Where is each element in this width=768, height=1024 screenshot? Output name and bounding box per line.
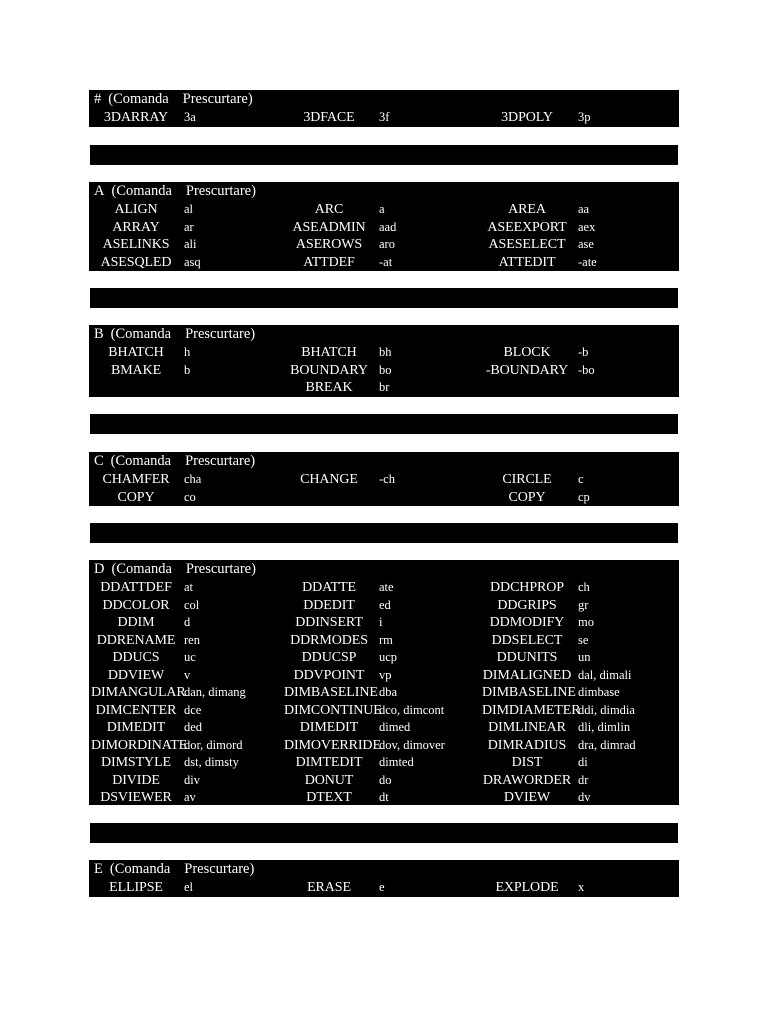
command-name: DIMORDINATE bbox=[91, 737, 188, 753]
command-alias: 3p bbox=[578, 110, 591, 124]
section-header bbox=[94, 561, 256, 578]
command-alias: dv bbox=[578, 790, 591, 804]
command-alias: se bbox=[578, 632, 589, 647]
command-name: DDMODIFY bbox=[489, 615, 565, 630]
command-alias: 3f bbox=[379, 110, 390, 124]
command-name: DDRMODES bbox=[290, 632, 368, 648]
command-name: EXPLODE bbox=[495, 880, 559, 895]
header-command-label: (Comanda bbox=[110, 326, 172, 342]
section-divider bbox=[90, 145, 678, 165]
command-name: DRAWORDER bbox=[482, 772, 572, 788]
command-row bbox=[89, 362, 679, 380]
command-name: ASEEXPORT bbox=[487, 219, 567, 235]
command-name: DDRENAME bbox=[96, 632, 176, 648]
command-alias: rm bbox=[379, 632, 393, 647]
command-row bbox=[89, 719, 679, 737]
command-alias: d bbox=[184, 615, 191, 629]
section-letter: E bbox=[94, 861, 103, 877]
command-name: DIMRADIUS bbox=[487, 737, 567, 753]
command-alias: ed bbox=[379, 597, 391, 612]
command-alias: uc bbox=[184, 650, 196, 664]
command-name: ATTDEF bbox=[303, 254, 355, 270]
command-name: DIMBASELINE bbox=[482, 685, 576, 700]
command-name: DDSELECT bbox=[491, 632, 563, 648]
command-alias: aa bbox=[578, 202, 590, 216]
command-name: ERASE bbox=[307, 880, 351, 895]
command-name: DIMEDIT bbox=[106, 720, 166, 735]
command-name: ARC bbox=[314, 202, 344, 217]
section-header bbox=[94, 861, 254, 878]
command-alias: dan, dimang bbox=[184, 685, 246, 699]
command-alias: dst, dimsty bbox=[184, 755, 239, 769]
command-alias: -at bbox=[379, 254, 393, 269]
header-command-label: (Comanda bbox=[110, 453, 172, 469]
command-name: ELLIPSE bbox=[109, 880, 163, 895]
command-name: ASESELECT bbox=[488, 237, 566, 252]
command-name: BLOCK bbox=[503, 345, 551, 360]
command-name: ATTEDIT bbox=[498, 254, 556, 270]
section-hash bbox=[89, 90, 679, 127]
command-name: 3DFACE bbox=[303, 110, 355, 125]
command-alias: dimbase bbox=[578, 685, 620, 699]
command-name: DIMCONTINUE bbox=[284, 702, 382, 718]
command-row bbox=[89, 667, 679, 685]
command-alias: c bbox=[578, 472, 584, 486]
command-name: ASEADMIN bbox=[292, 219, 366, 235]
command-name: DDATTE bbox=[302, 580, 356, 595]
command-name: ALIGN bbox=[114, 202, 158, 217]
command-name: DTEXT bbox=[306, 790, 352, 805]
command-name: DVIEW bbox=[503, 790, 551, 805]
section-letter: A bbox=[94, 183, 105, 199]
command-alias: e bbox=[379, 880, 385, 894]
command-alias: bh bbox=[379, 345, 392, 359]
command-name: DDCOLOR bbox=[102, 597, 170, 613]
command-name: AREA bbox=[508, 202, 546, 217]
command-alias: dco, dimcont bbox=[379, 702, 445, 717]
command-name: DDCHPROP bbox=[490, 580, 564, 595]
command-name: DIMBASELINE bbox=[284, 685, 378, 700]
command-alias: dimed bbox=[379, 720, 411, 734]
command-name: DIMTEDIT bbox=[295, 755, 363, 770]
command-alias: dra, dimrad bbox=[578, 737, 636, 752]
command-row bbox=[89, 684, 679, 702]
section-header bbox=[94, 326, 255, 343]
command-name: DDVPOINT bbox=[293, 667, 365, 683]
command-name: ASEROWS bbox=[295, 237, 363, 252]
command-alias: -bo bbox=[578, 362, 595, 377]
command-name: DIMALIGNED bbox=[482, 667, 572, 683]
command-name: COPY bbox=[117, 489, 155, 505]
command-name: CHAMFER bbox=[102, 472, 170, 487]
command-alias: ded bbox=[184, 720, 203, 734]
command-name: DDINSERT bbox=[295, 615, 363, 630]
command-name: BMAKE bbox=[110, 362, 162, 378]
command-row bbox=[89, 754, 679, 772]
command-name: DIMCENTER bbox=[95, 702, 177, 718]
command-name: DDIM bbox=[117, 615, 155, 630]
command-alias: aro bbox=[379, 237, 395, 251]
command-alias: h bbox=[184, 345, 191, 359]
command-alias: dce bbox=[184, 702, 202, 717]
command-name: DIMOVERRIDE bbox=[284, 737, 381, 753]
command-name: ARRAY bbox=[112, 219, 160, 235]
command-alias: br bbox=[379, 380, 390, 394]
section-divider bbox=[90, 414, 678, 434]
command-alias: vp bbox=[379, 667, 392, 682]
command-alias: aex bbox=[578, 219, 596, 234]
command-name: DIMSTYLE bbox=[101, 755, 171, 770]
command-name: DIMEDIT bbox=[299, 720, 359, 735]
command-alias: di bbox=[578, 755, 588, 769]
command-name: 3DPOLY bbox=[501, 110, 553, 125]
command-row bbox=[89, 632, 679, 650]
command-alias: asq bbox=[184, 254, 201, 269]
command-name: -BOUNDARY bbox=[485, 362, 569, 378]
section-c bbox=[89, 452, 679, 506]
command-alias: div bbox=[184, 772, 200, 787]
section-header bbox=[94, 453, 255, 470]
command-name: DDEDIT bbox=[303, 597, 355, 613]
section-letter: D bbox=[94, 561, 105, 577]
command-alias: col bbox=[184, 597, 200, 612]
command-name: DIMLINEAR bbox=[488, 720, 566, 735]
command-name: DDUNITS bbox=[496, 650, 558, 665]
command-alias: a bbox=[379, 202, 385, 216]
command-row bbox=[89, 489, 679, 507]
command-name: DDATTDEF bbox=[100, 580, 172, 595]
command-alias: al bbox=[184, 202, 194, 216]
command-name: DIMANGULAR bbox=[91, 685, 186, 700]
command-alias: b bbox=[184, 362, 191, 377]
command-row bbox=[89, 702, 679, 720]
command-name: CHANGE bbox=[300, 472, 358, 487]
command-row bbox=[89, 879, 679, 897]
command-alias: dli, dimlin bbox=[578, 720, 631, 734]
command-alias: ar bbox=[184, 219, 194, 234]
command-alias: at bbox=[184, 580, 194, 594]
header-shortcut-label: Prescurtare) bbox=[182, 91, 253, 107]
header-command-label: (Comanda bbox=[111, 183, 172, 199]
command-alias: -ate bbox=[578, 254, 597, 269]
command-alias: co bbox=[184, 489, 196, 504]
command-alias: ucp bbox=[379, 650, 398, 664]
command-name: BHATCH bbox=[301, 345, 357, 360]
command-name: BOUNDARY bbox=[290, 362, 368, 378]
command-row bbox=[89, 579, 679, 597]
command-alias: dimted bbox=[379, 755, 414, 769]
header-shortcut-label: Prescurtare) bbox=[185, 561, 256, 577]
command-alias: cp bbox=[578, 489, 590, 504]
command-alias: av bbox=[184, 790, 196, 804]
command-name: COPY bbox=[508, 489, 546, 505]
command-row bbox=[89, 471, 679, 489]
command-row bbox=[89, 219, 679, 237]
section-divider bbox=[90, 823, 678, 843]
section-e bbox=[89, 860, 679, 897]
command-alias: x bbox=[578, 880, 585, 894]
command-name: DIVIDE bbox=[112, 772, 160, 788]
section-letter: C bbox=[94, 453, 104, 469]
header-command-label: (Comanda bbox=[108, 91, 169, 107]
command-name: BHATCH bbox=[108, 345, 164, 360]
section-letter: B bbox=[94, 326, 104, 342]
header-shortcut-label: Prescurtare) bbox=[185, 183, 256, 199]
command-row bbox=[89, 109, 679, 127]
command-row bbox=[89, 344, 679, 362]
command-alias: el bbox=[184, 880, 194, 894]
command-name: CIRCLE bbox=[502, 472, 552, 487]
section-divider bbox=[90, 523, 678, 543]
command-name: DDGRIPS bbox=[497, 597, 557, 613]
section-a bbox=[89, 182, 679, 271]
command-name: DSVIEWER bbox=[100, 790, 172, 805]
command-alias: i bbox=[379, 615, 383, 629]
command-row bbox=[89, 789, 679, 807]
command-row bbox=[89, 254, 679, 272]
command-alias: do bbox=[379, 772, 392, 787]
command-name: DDUCSP bbox=[301, 650, 357, 665]
command-alias: ddi, dimdia bbox=[578, 702, 635, 717]
command-alias: ren bbox=[184, 632, 200, 647]
command-row bbox=[89, 201, 679, 219]
command-alias: cha bbox=[184, 472, 202, 486]
command-name: BREAK bbox=[305, 380, 353, 395]
command-name: DIST bbox=[511, 755, 543, 770]
header-shortcut-label: Prescurtare) bbox=[185, 453, 256, 469]
command-alias: un bbox=[578, 650, 591, 664]
header-shortcut-label: Prescurtare) bbox=[185, 326, 256, 342]
command-alias: dor, dimord bbox=[184, 737, 243, 752]
header-command-label: (Comanda bbox=[111, 561, 172, 577]
command-name: DDVIEW bbox=[107, 667, 165, 683]
command-alias: gr bbox=[578, 597, 589, 612]
command-row bbox=[89, 737, 679, 755]
command-name: DDUCS bbox=[112, 650, 160, 665]
command-name: DIMDIAMETER bbox=[482, 702, 581, 718]
command-name: 3DARRAY bbox=[103, 110, 169, 125]
section-header bbox=[94, 91, 253, 108]
command-alias: ch bbox=[578, 580, 590, 594]
command-alias: -b bbox=[578, 345, 589, 359]
command-row bbox=[89, 597, 679, 615]
command-alias: mo bbox=[578, 615, 594, 629]
section-d bbox=[89, 560, 679, 805]
command-alias: 3a bbox=[184, 110, 196, 124]
section-divider bbox=[90, 288, 678, 308]
command-alias: ali bbox=[184, 237, 197, 251]
section-letter: # bbox=[94, 91, 102, 107]
command-alias: bo bbox=[379, 362, 392, 377]
command-alias: dt bbox=[379, 790, 389, 804]
command-name: ASESQLED bbox=[100, 254, 172, 270]
command-row bbox=[89, 649, 679, 667]
command-row bbox=[89, 236, 679, 254]
header-command-label: (Comanda bbox=[109, 861, 171, 877]
command-name: DONUT bbox=[304, 772, 354, 788]
command-alias: -ch bbox=[379, 472, 395, 486]
command-row bbox=[89, 614, 679, 632]
section-b bbox=[89, 325, 679, 397]
section-header bbox=[94, 183, 256, 200]
command-alias: dal, dimali bbox=[578, 667, 632, 682]
command-alias: v bbox=[184, 667, 191, 682]
command-alias: dba bbox=[379, 685, 398, 699]
header-shortcut-label: Prescurtare) bbox=[184, 861, 255, 877]
command-name: ASELINKS bbox=[102, 237, 170, 252]
command-row bbox=[89, 379, 679, 397]
command-alias: ase bbox=[578, 237, 594, 251]
command-alias: dr bbox=[578, 772, 589, 787]
command-alias: dov, dimover bbox=[379, 737, 445, 752]
command-alias: aad bbox=[379, 219, 397, 234]
command-row bbox=[89, 772, 679, 790]
command-alias: ate bbox=[379, 580, 394, 594]
